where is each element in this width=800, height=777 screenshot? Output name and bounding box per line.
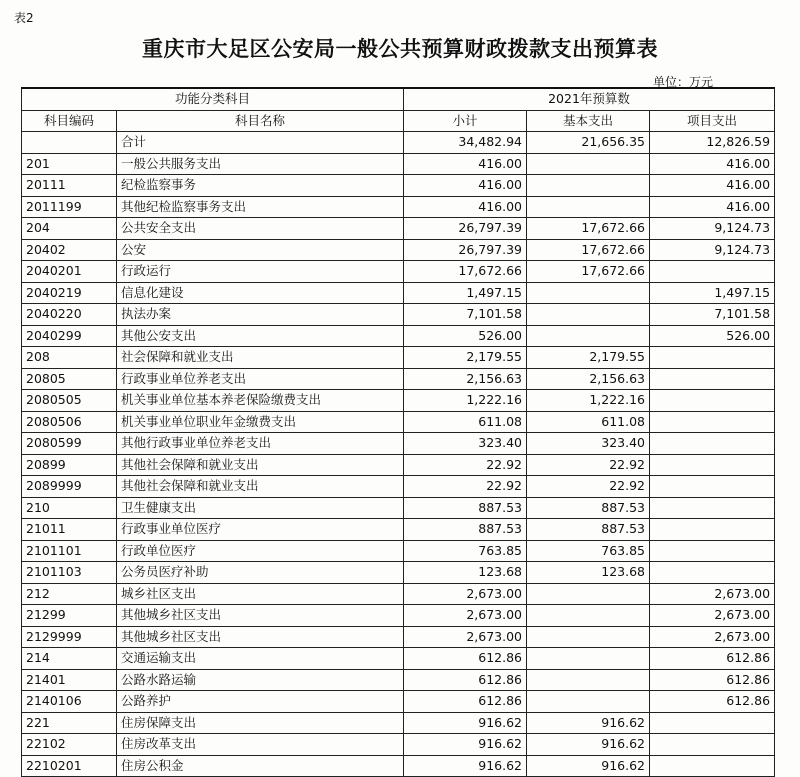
name-cell: 公路养护 — [117, 691, 404, 713]
subtotal-cell: 612.86 — [404, 648, 527, 670]
basic-cell: 887.53 — [527, 519, 650, 541]
table-row — [22, 583, 775, 605]
code-cell: 204 — [22, 218, 117, 240]
subtotal-cell: 17,672.66 — [404, 261, 527, 283]
subtotal-cell: 34,482.94 — [404, 132, 527, 154]
subtotal-cell: 2,179.55 — [404, 347, 527, 369]
table-row — [22, 261, 775, 283]
code-cell: 2040219 — [22, 282, 117, 304]
name-cell: 行政事业单位养老支出 — [117, 368, 404, 390]
table-number-label: 表2 — [14, 11, 34, 25]
subtotal-cell: 416.00 — [404, 196, 527, 218]
name-cell: 公共安全支出 — [117, 218, 404, 240]
table-row — [22, 411, 775, 433]
name-cell: 其他社会保障和就业支出 — [117, 476, 404, 498]
basic-cell: 21,656.35 — [527, 132, 650, 154]
subtotal-cell: 763.85 — [404, 540, 527, 562]
name-cell: 其他城乡社区支出 — [117, 605, 404, 627]
table-header — [22, 88, 775, 132]
project-cell — [650, 261, 775, 283]
project-cell — [650, 476, 775, 498]
subtotal-cell: 2,673.00 — [404, 626, 527, 648]
table-row — [22, 562, 775, 584]
project-cell: 1,497.15 — [650, 282, 775, 304]
code-cell: 210 — [22, 497, 117, 519]
code-cell: 2080505 — [22, 390, 117, 412]
code-cell: 201 — [22, 153, 117, 175]
basic-cell — [527, 325, 650, 347]
budget-table — [21, 87, 775, 777]
project-cell: 7,101.58 — [650, 304, 775, 326]
table-row — [22, 390, 775, 412]
basic-cell — [527, 196, 650, 218]
name-cell: 其他城乡社区支出 — [117, 626, 404, 648]
name-cell: 住房保障支出 — [117, 712, 404, 734]
subtotal-cell: 2,673.00 — [404, 605, 527, 627]
project-cell: 2,673.00 — [650, 605, 775, 627]
subtotal-cell: 916.62 — [404, 755, 527, 777]
basic-cell — [527, 648, 650, 670]
code-cell: 20805 — [22, 368, 117, 390]
table-body — [22, 132, 775, 777]
basic-cell: 916.62 — [527, 734, 650, 756]
table-row — [22, 218, 775, 240]
table-row — [22, 132, 775, 154]
project-cell — [650, 454, 775, 476]
subtotal-cell: 26,797.39 — [404, 218, 527, 240]
subtotal-column-header: 小计 — [404, 110, 527, 132]
basic-cell: 22.92 — [527, 476, 650, 498]
subtotal-cell: 22.92 — [404, 476, 527, 498]
table-row — [22, 325, 775, 347]
subtotal-cell: 22.92 — [404, 454, 527, 476]
code-cell — [22, 132, 117, 154]
code-cell: 2101101 — [22, 540, 117, 562]
basic-cell: 887.53 — [527, 497, 650, 519]
basic-cell — [527, 282, 650, 304]
code-cell: 20402 — [22, 239, 117, 261]
basic-cell: 763.85 — [527, 540, 650, 562]
subtotal-cell: 123.68 — [404, 562, 527, 584]
table-row — [22, 282, 775, 304]
table-row — [22, 476, 775, 498]
table-row — [22, 691, 775, 713]
subtotal-cell: 611.08 — [404, 411, 527, 433]
project-cell: 2,673.00 — [650, 626, 775, 648]
name-cell: 社会保障和就业支出 — [117, 347, 404, 369]
subtotal-cell: 916.62 — [404, 734, 527, 756]
code-cell: 2210201 — [22, 755, 117, 777]
basic-cell: 123.68 — [527, 562, 650, 584]
project-cell — [650, 734, 775, 756]
project-cell — [650, 390, 775, 412]
code-cell: 21401 — [22, 669, 117, 691]
subtotal-cell: 612.86 — [404, 669, 527, 691]
name-cell: 一般公共服务支出 — [117, 153, 404, 175]
code-cell: 2080506 — [22, 411, 117, 433]
name-cell: 行政运行 — [117, 261, 404, 283]
code-cell: 21011 — [22, 519, 117, 541]
name-cell: 公安 — [117, 239, 404, 261]
header-row-groups — [22, 88, 775, 110]
name-cell: 住房改革支出 — [117, 734, 404, 756]
basic-cell — [527, 175, 650, 197]
code-cell: 2140106 — [22, 691, 117, 713]
project-cell: 612.86 — [650, 648, 775, 670]
name-cell: 公务员医疗补助 — [117, 562, 404, 584]
table-row — [22, 368, 775, 390]
code-cell: 20899 — [22, 454, 117, 476]
project-cell: 12,826.59 — [650, 132, 775, 154]
code-cell: 2040201 — [22, 261, 117, 283]
basic-column-header: 基本支出 — [527, 110, 650, 132]
basic-cell — [527, 304, 650, 326]
basic-cell: 2,179.55 — [527, 347, 650, 369]
basic-cell: 17,672.66 — [527, 218, 650, 240]
code-cell: 2040299 — [22, 325, 117, 347]
project-cell — [650, 433, 775, 455]
basic-cell: 916.62 — [527, 755, 650, 777]
subtotal-cell: 1,497.15 — [404, 282, 527, 304]
subtotal-cell: 323.40 — [404, 433, 527, 455]
name-cell: 行政事业单位医疗 — [117, 519, 404, 541]
func-class-header: 功能分类科目 — [22, 88, 404, 110]
basic-cell: 17,672.66 — [527, 261, 650, 283]
unit-label: 单位：万元 — [653, 75, 714, 89]
basic-cell: 323.40 — [527, 433, 650, 455]
table-row — [22, 669, 775, 691]
basic-cell: 611.08 — [527, 411, 650, 433]
project-cell: 612.86 — [650, 691, 775, 713]
project-cell: 416.00 — [650, 196, 775, 218]
subtotal-cell: 612.86 — [404, 691, 527, 713]
subtotal-cell: 887.53 — [404, 497, 527, 519]
code-cell: 2089999 — [22, 476, 117, 498]
basic-cell — [527, 691, 650, 713]
code-cell: 2129999 — [22, 626, 117, 648]
table-row — [22, 755, 775, 777]
table-row — [22, 497, 775, 519]
project-cell — [650, 347, 775, 369]
table-row — [22, 304, 775, 326]
table-row — [22, 648, 775, 670]
name-cell: 机关事业单位基本养老保险缴费支出 — [117, 390, 404, 412]
name-cell: 城乡社区支出 — [117, 583, 404, 605]
project-column-header: 项目支出 — [650, 110, 775, 132]
basic-cell: 17,672.66 — [527, 239, 650, 261]
code-cell: 2101103 — [22, 562, 117, 584]
code-cell: 21299 — [22, 605, 117, 627]
basic-cell: 1,222.16 — [527, 390, 650, 412]
project-cell — [650, 411, 775, 433]
subtotal-cell: 2,156.63 — [404, 368, 527, 390]
code-cell: 221 — [22, 712, 117, 734]
name-cell: 机关事业单位职业年金缴费支出 — [117, 411, 404, 433]
project-cell — [650, 562, 775, 584]
table-row — [22, 712, 775, 734]
basic-cell — [527, 153, 650, 175]
basic-cell — [527, 626, 650, 648]
subtotal-cell: 416.00 — [404, 175, 527, 197]
header-row-columns — [22, 110, 775, 132]
name-cell: 纪检监察事务 — [117, 175, 404, 197]
code-cell: 20111 — [22, 175, 117, 197]
project-cell — [650, 497, 775, 519]
name-cell: 信息化建设 — [117, 282, 404, 304]
name-cell: 住房公积金 — [117, 755, 404, 777]
code-cell: 214 — [22, 648, 117, 670]
basic-cell: 22.92 — [527, 454, 650, 476]
project-cell — [650, 540, 775, 562]
document-title: 重庆市大足区公安局一般公共预算财政拨款支出预算表 — [142, 36, 658, 61]
table-row — [22, 605, 775, 627]
table-row — [22, 433, 775, 455]
name-cell: 交通运输支出 — [117, 648, 404, 670]
project-cell — [650, 368, 775, 390]
table-row — [22, 153, 775, 175]
subtotal-cell: 26,797.39 — [404, 239, 527, 261]
table-row — [22, 519, 775, 541]
table-row — [22, 626, 775, 648]
basic-cell — [527, 583, 650, 605]
project-cell: 416.00 — [650, 153, 775, 175]
name-cell: 合计 — [117, 132, 404, 154]
subtotal-cell: 526.00 — [404, 325, 527, 347]
name-cell: 其他公安支出 — [117, 325, 404, 347]
table-row — [22, 734, 775, 756]
table-row — [22, 175, 775, 197]
project-cell: 526.00 — [650, 325, 775, 347]
name-cell: 卫生健康支出 — [117, 497, 404, 519]
basic-cell: 2,156.63 — [527, 368, 650, 390]
project-cell: 9,124.73 — [650, 218, 775, 240]
code-cell: 212 — [22, 583, 117, 605]
basic-cell — [527, 605, 650, 627]
table-row — [22, 454, 775, 476]
subtotal-cell: 416.00 — [404, 153, 527, 175]
name-cell: 行政单位医疗 — [117, 540, 404, 562]
project-cell: 9,124.73 — [650, 239, 775, 261]
name-column-header: 科目名称 — [117, 110, 404, 132]
subtotal-cell: 1,222.16 — [404, 390, 527, 412]
project-cell — [650, 712, 775, 734]
project-cell — [650, 755, 775, 777]
project-cell — [650, 519, 775, 541]
subtotal-cell: 916.62 — [404, 712, 527, 734]
name-cell: 其他行政事业单位养老支出 — [117, 433, 404, 455]
code-column-header: 科目编码 — [22, 110, 117, 132]
name-cell: 公路水路运输 — [117, 669, 404, 691]
subtotal-cell: 2,673.00 — [404, 583, 527, 605]
year-budget-header: 2021年预算数 — [404, 88, 775, 110]
project-cell: 2,673.00 — [650, 583, 775, 605]
code-cell: 2011199 — [22, 196, 117, 218]
subtotal-cell: 7,101.58 — [404, 304, 527, 326]
name-cell: 执法办案 — [117, 304, 404, 326]
basic-cell: 916.62 — [527, 712, 650, 734]
table-row — [22, 239, 775, 261]
code-cell: 22102 — [22, 734, 117, 756]
table-row — [22, 540, 775, 562]
table-row — [22, 347, 775, 369]
table-row — [22, 196, 775, 218]
basic-cell — [527, 669, 650, 691]
code-cell: 2080599 — [22, 433, 117, 455]
code-cell: 2040220 — [22, 304, 117, 326]
code-cell: 208 — [22, 347, 117, 369]
subtotal-cell: 887.53 — [404, 519, 527, 541]
name-cell: 其他社会保障和就业支出 — [117, 454, 404, 476]
project-cell: 612.86 — [650, 669, 775, 691]
project-cell: 416.00 — [650, 175, 775, 197]
name-cell: 其他纪检监察事务支出 — [117, 196, 404, 218]
